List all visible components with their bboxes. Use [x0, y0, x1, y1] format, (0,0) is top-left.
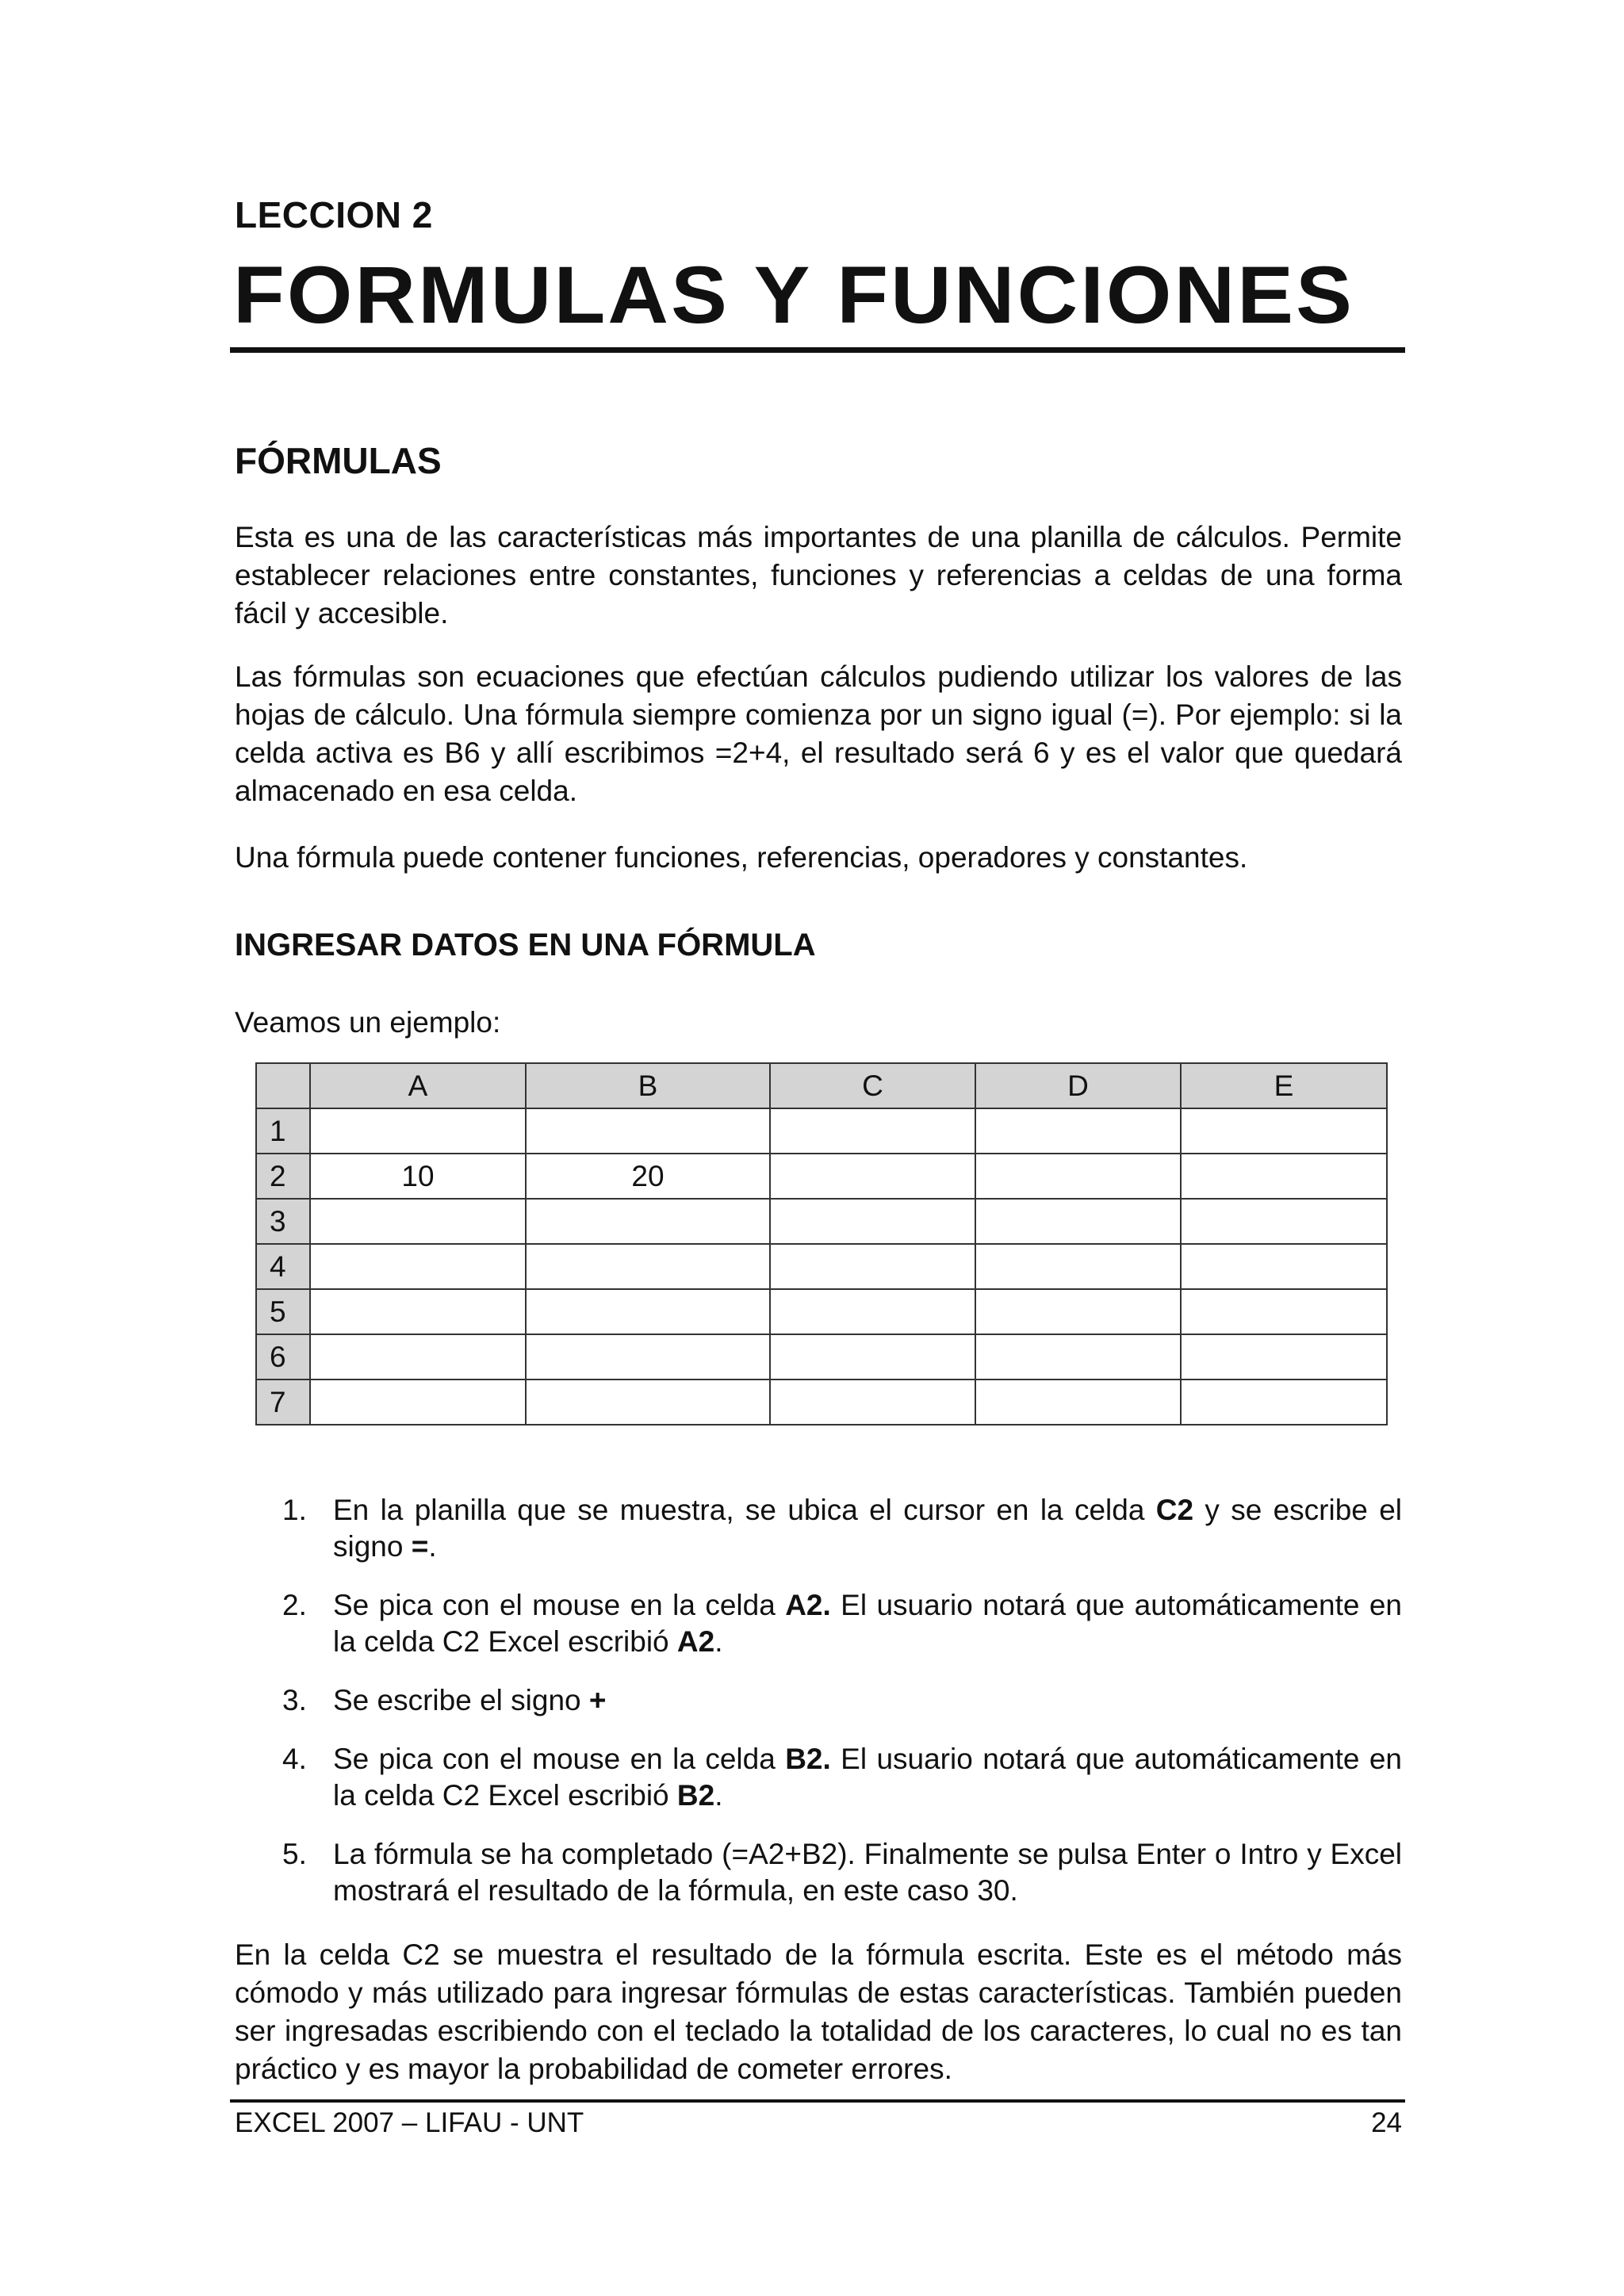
sheet-row: [256, 1154, 1387, 1199]
step-text: Se pica con el mouse en la celda: [333, 1589, 786, 1621]
step-text: Se pica con el mouse en la celda: [333, 1743, 786, 1775]
page-title: FORMULAS Y FUNCIONES: [233, 250, 1355, 340]
row-header: 4: [256, 1244, 310, 1289]
lesson-label: LECCION 2: [235, 194, 433, 235]
sheet-cell: [1181, 1154, 1387, 1199]
sheet-cell: [1181, 1108, 1387, 1154]
row-header: 7: [256, 1380, 310, 1425]
step-emphasis: +: [588, 1684, 607, 1716]
column-header: C: [770, 1063, 975, 1108]
sheet-cell: [975, 1334, 1181, 1380]
step-text: .: [428, 1530, 437, 1563]
step-emphasis: A2.: [785, 1589, 831, 1621]
step-item: [270, 1587, 1402, 1660]
sheet-cell: [526, 1108, 770, 1154]
sheet-row: [256, 1380, 1387, 1425]
sheet-cell: 10: [310, 1154, 526, 1199]
sheet-row: [256, 1108, 1387, 1154]
step-emphasis: C2: [1155, 1494, 1194, 1526]
sheet-cell: [975, 1244, 1181, 1289]
sheet-cell: [1181, 1334, 1387, 1380]
sheet-cell: [1181, 1244, 1387, 1289]
step-emphasis: B2: [676, 1779, 715, 1812]
footer-source: EXCEL 2007 – LIFAU - UNT: [235, 2107, 584, 2138]
sheet-cell: [1181, 1380, 1387, 1425]
step-item: [270, 1741, 1402, 1814]
step-number: 3.: [282, 1684, 307, 1716]
row-header: 5: [256, 1289, 310, 1334]
step-item: [270, 1836, 1402, 1909]
paragraph-2: Las fórmulas son ecuaciones que efectúan cálculos pudiendo utilizar los valores de las hojas de cálculo. Una fórmula siempre comienza por un signo igual (=). Por ejemplo: si la celda activa es B6 y allí escribimos =2+4, el resultado será 6 y es el valor que quedará almacenado en esa celda.: [235, 660, 1402, 807]
step-number: 1.: [282, 1494, 307, 1526]
sheet-row: [256, 1334, 1387, 1380]
sheet-cell: [975, 1154, 1181, 1199]
section-heading: FÓRMULAS: [235, 440, 442, 481]
step-text: La fórmula se ha completado (=A2+B2). Finalmente se pulsa Enter o Intro y Excel mostrará el resultado de la fórmula, en este caso 30.: [333, 1838, 1402, 1907]
sheet-cell: [975, 1380, 1181, 1425]
sheet-cell: [770, 1199, 975, 1244]
sheet-cell: 20: [526, 1154, 770, 1199]
sheet-cell: [310, 1334, 526, 1380]
step-text: .: [714, 1625, 723, 1658]
row-header: 6: [256, 1334, 310, 1380]
step-emphasis: A2: [676, 1625, 715, 1658]
sheet-cell: [310, 1199, 526, 1244]
step-number: 5.: [282, 1838, 307, 1870]
row-header: 2: [256, 1154, 310, 1199]
sheet-cell: [526, 1334, 770, 1380]
sheet-cell: [310, 1380, 526, 1425]
sheet-cell: [310, 1244, 526, 1289]
step-text: Se escribe el signo: [333, 1684, 589, 1716]
sheet-cell: [975, 1199, 1181, 1244]
sheet-cell: [310, 1108, 526, 1154]
step-emphasis: =: [411, 1530, 429, 1563]
sheet-cell: [770, 1334, 975, 1380]
sheet-cell: [975, 1289, 1181, 1334]
sheet-cell: [526, 1199, 770, 1244]
column-header: E: [1181, 1063, 1387, 1108]
step-emphasis: B2.: [785, 1743, 831, 1775]
row-header: 1: [256, 1108, 310, 1154]
column-header: D: [975, 1063, 1181, 1108]
paragraph-3: Una fórmula puede contener funciones, referencias, operadores y constantes.: [235, 841, 1248, 874]
sheet-cell: [770, 1108, 975, 1154]
step-text: El usuario notará que automáticamente en la celda C2 Excel escribió: [333, 1743, 1402, 1812]
sheet-cell: [526, 1289, 770, 1334]
subsection-heading: INGRESAR DATOS EN UNA FÓRMULA: [235, 928, 816, 962]
title-divider: [230, 347, 1405, 353]
sheet-row: [256, 1289, 1387, 1334]
column-header: B: [526, 1063, 770, 1108]
column-header: A: [310, 1063, 526, 1108]
step-text: y se escribe el signo: [333, 1494, 1402, 1563]
sheet-row: [256, 1244, 1387, 1289]
paragraph-1: Esta es una de las características más importantes de una planilla de cálculos. Permite establecer relaciones entre constantes, funciones y referencias a celdas de una forma fácil y accesible.: [235, 521, 1402, 629]
sheet-cell: [1181, 1199, 1387, 1244]
sheet-cell: [770, 1244, 975, 1289]
step-number: 4.: [282, 1743, 307, 1775]
row-header: 3: [256, 1199, 310, 1244]
step-text: El usuario notará que automáticamente en la celda C2 Excel escribió: [333, 1589, 1402, 1658]
sheet-cell: [526, 1380, 770, 1425]
step-text: .: [714, 1779, 723, 1812]
sheet-cell: [770, 1289, 975, 1334]
sheet-cell: [1181, 1289, 1387, 1334]
step-item: [270, 1682, 1402, 1719]
sheet-cell: [526, 1244, 770, 1289]
corner-cell: [256, 1063, 310, 1108]
step-number: 2.: [282, 1589, 307, 1621]
footer-divider: [230, 2099, 1405, 2103]
sheet-cell: [770, 1154, 975, 1199]
page-number: 24: [1371, 2107, 1402, 2138]
sheet-cell: [770, 1380, 975, 1425]
spreadsheet-example: [255, 1062, 1388, 1425]
sheet-cell: [310, 1289, 526, 1334]
sheet-cell: [975, 1108, 1181, 1154]
sheet-row: [256, 1199, 1387, 1244]
step-item: [270, 1492, 1402, 1565]
steps-list: [270, 1492, 1402, 1931]
example-intro: Veamos un ejemplo:: [235, 1006, 501, 1039]
closing-paragraph: En la celda C2 se muestra el resultado de la fórmula escrita. Este es el método más cómodo y más utilizado para ingresar fórmulas de estas características. También pueden ser ingresadas escribiendo con el teclado la totalidad de los caracteres, lo cual no es tan práctico y es mayor la probabilidad de cometer errores.: [235, 1938, 1402, 2085]
step-text: En la planilla que se muestra, se ubica el cursor en la celda: [333, 1494, 1156, 1526]
column-header-row: [256, 1063, 1387, 1108]
